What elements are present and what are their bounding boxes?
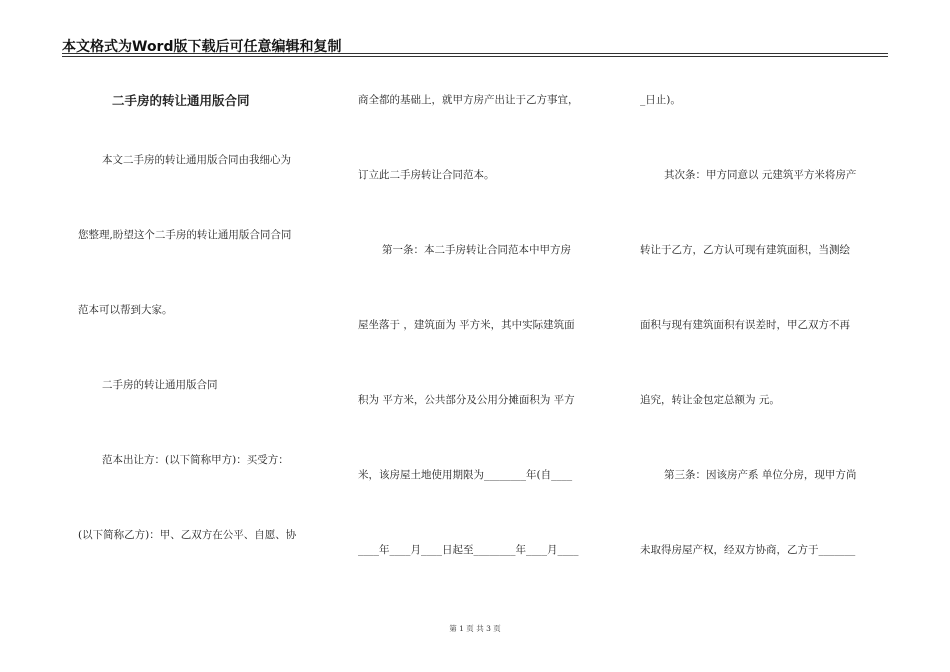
text-line: 追究，转让金包定总额为 元。 [640, 394, 780, 406]
text-line: 二手房的转让通用版合同 [102, 379, 218, 391]
document-title: 二手房的转让通用版合同 [112, 93, 250, 108]
text-line: 您整理,盼望这个二手房的转让通用版合同合同 [78, 229, 292, 241]
text-line: 面积与现有建筑面积有误差时，甲乙双方不再 [640, 319, 850, 331]
text-line: 其次条：甲方同意以 元建筑平方米将房产 [664, 169, 857, 181]
text-line: 订立此二手房转让合同范本。 [358, 169, 495, 181]
text-line: 未取得房屋产权，经双方协商，乙方于_______ [640, 544, 856, 556]
text-line: 商全都的基础上，就甲方房产出让于乙方事宜， [358, 94, 579, 106]
text-line: 范本出让方：(以下简称甲方)：买受方： [102, 454, 289, 466]
text-line: 转让于乙方，乙方认可现有建筑面积，当测绘 [640, 244, 850, 256]
text-line: 范本可以帮到大家。 [78, 304, 173, 316]
header-rule-bottom [62, 56, 888, 57]
text-line: 第三条：因该房产系 单位分房，现甲方尚 [664, 469, 857, 481]
text-line: 屋坐落于 ，建筑面为 平方米，其中实际建筑面 [358, 319, 575, 331]
text-line: (以下简称乙方)：甲、乙双方在公平、自愿、协 [78, 529, 297, 541]
header-rule-top [62, 53, 888, 54]
text-line: ____年____月____日起至________年____月____ [358, 544, 579, 556]
text-line: 米，该房屋土地使用期限为________年(自____ [358, 469, 573, 481]
text-line: _日止)。 [640, 94, 681, 106]
header-text: 本文格式为Word版下载后可任意编辑和复制 [62, 39, 342, 55]
text-line: 本文二手房的转让通用版合同由我细心为 [102, 154, 291, 166]
page-number: 第 1 页 共 3 页 [449, 624, 501, 633]
text-line: 第一条：本二手房转让合同范本中甲方房 [382, 244, 571, 256]
text-line: 积为 平方米，公共部分及公用分摊面积为 平方 [358, 394, 575, 406]
